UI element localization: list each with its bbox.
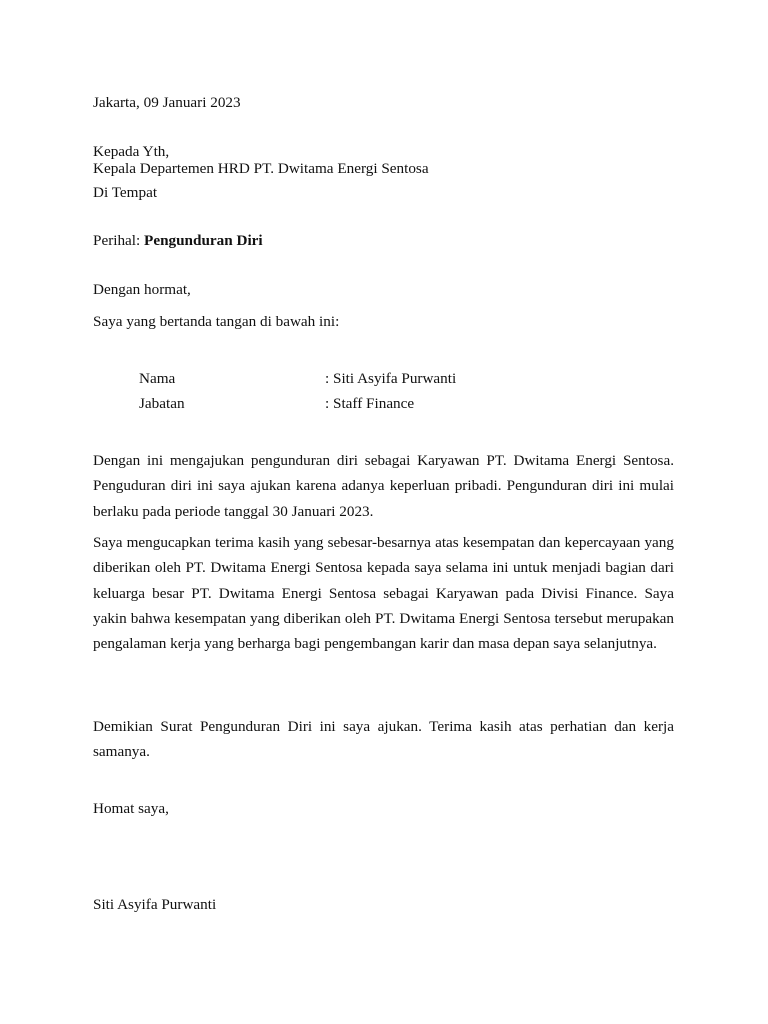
place-date: Jakarta, 09 Januari 2023 [93,94,241,111]
paragraph-resignation: Dengan ini mengajukan pengunduran diri sebagai Karyawan PT. Dwitama Energi Sentosa. Penguduran diri ini saya ajukan karena adanya keperluan pribadi. Pengunduran diri ini mulai berlaku pada periode tanggal 30 Januari 2023. [93,452,674,520]
subject-label: Perihal: [93,232,145,249]
recipient-location: Di Tempat [93,184,158,201]
subject-value: Pengunduran Diri [144,232,263,249]
greeting: Dengan hormat, [93,281,191,298]
field-name-label: Nama [139,370,176,387]
subject-line [93,232,263,250]
field-name-value: : Siti Asyifa Purwanti [325,370,457,387]
recipient-salutation: Kepada Yth, [93,143,170,160]
field-position-value: : Staff Finance [325,395,415,412]
recipient-name: Kepala Departemen HRD PT. Dwitama Energi Sentosa [93,160,429,177]
closing: Homat saya, [93,800,169,817]
signatory-name: Siti Asyifa Purwanti [93,896,217,913]
intro: Saya yang bertanda tangan di bawah ini: [93,313,340,330]
field-position-label: Jabatan [139,395,185,412]
paragraph-gratitude: Saya mengucapkan terima kasih yang sebesar-besarnya atas kesempatan dan kepercayaan yang diberikan oleh PT. Dwitama Energi Sentosa kepada saya selama ini untuk menjadi bagian dari keluarga besar PT. Dwitama Energi Sentosa sebagai Karyawan pada Divisi Finance. Saya yakin bahwa kesempatan yang diberikan oleh PT. Dwitama Energi Sentosa tersebut merupakan pengalaman kerja yang berharga bagi pengembangan karir dan masa depan saya selanjutnya. [93,534,674,653]
paragraph-closing: Demikian Surat Pengunduran Diri ini saya ajukan. Terima kasih atas perhatian dan kerja samanya. [93,718,674,761]
